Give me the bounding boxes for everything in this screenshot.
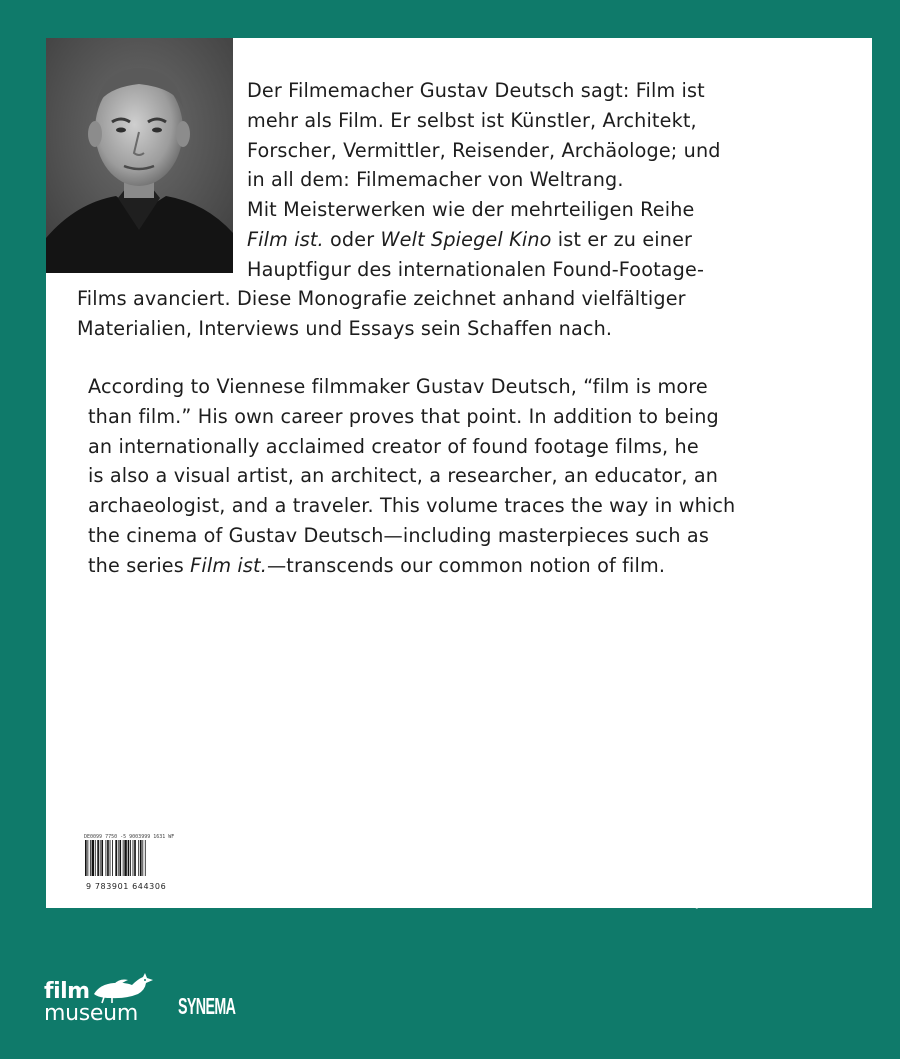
logo-museum-word: museum [44,1001,138,1026]
title-film-ist-en: Film ist. [190,553,267,577]
synema-logo: SYNEMA [178,993,236,1019]
logo-film-word: film [44,979,90,1004]
publisher-series-label: FilmmuseumSynemaPublikationen [606,894,824,909]
title-welt-spiegel-kino: Welt Spiegel Kino [380,227,552,251]
author-portrait-photo [46,38,233,273]
isbn-number: 9 783901 644306 [86,882,167,891]
english-line-7 [88,551,735,581]
english-line-1: According to Viennese filmmaker Gustav Deutsch, “film is more [88,375,708,398]
barcode-icon [84,834,176,876]
german-line-5: Mit Meisterwerken wie der mehrteiligen Reihe [247,198,695,222]
filmmuseum-logo [44,980,156,1028]
german-line-1: Der Filmemacher Gustav Deutsch sagt: Film ist [247,79,705,102]
german-line-9: Materialien, Interviews und Essays sein Schaffen nach. [77,316,613,340]
german-line-7: Hauptfigur des internationalen Found-Footage- [247,257,705,281]
german-line-6-mid: oder [323,227,381,251]
english-line-4: is also a visual artist, an architect, a researcher, an educator, an [88,464,719,488]
english-blurb [88,372,735,581]
english-line-3: an internationally acclaimed creator of found footage films, he [88,434,699,458]
title-film-ist: Film ist. [247,227,324,251]
german-line-4: in all dem: Filmemacher von Weltrang. [247,168,624,192]
german-blurb-top [247,76,721,285]
english-line-2: than film.” His own career proves that point. In addition to being [88,404,719,428]
german-line-3: Forscher, Vermittler, Reisender, Archäologe; und [247,138,721,162]
german-line-2: mehr als Film. Er selbst ist Künstler, Architekt, [247,108,697,132]
german-line-8: Films avanciert. Diese Monografie zeichnet anhand vielfältiger [77,287,686,310]
german-blurb-bottom [77,284,686,344]
english-line-6: the cinema of Gustav Deutsch—including masterpieces such as [88,523,709,547]
portrait-illustration [46,38,233,273]
english-line-7-start: the series [88,553,191,577]
bird-logo-icon [90,970,156,1004]
english-line-5: archaeologist, and a traveler. This volume traces the way in which [88,494,736,518]
german-line-6 [247,225,721,255]
german-line-6-end: ist er zu einer [551,227,693,251]
english-line-7-end: —transcends our common notion of film. [266,553,666,577]
barcode-top-digits: DE0099 7750 -5 9003999 1631 WF [84,834,175,840]
